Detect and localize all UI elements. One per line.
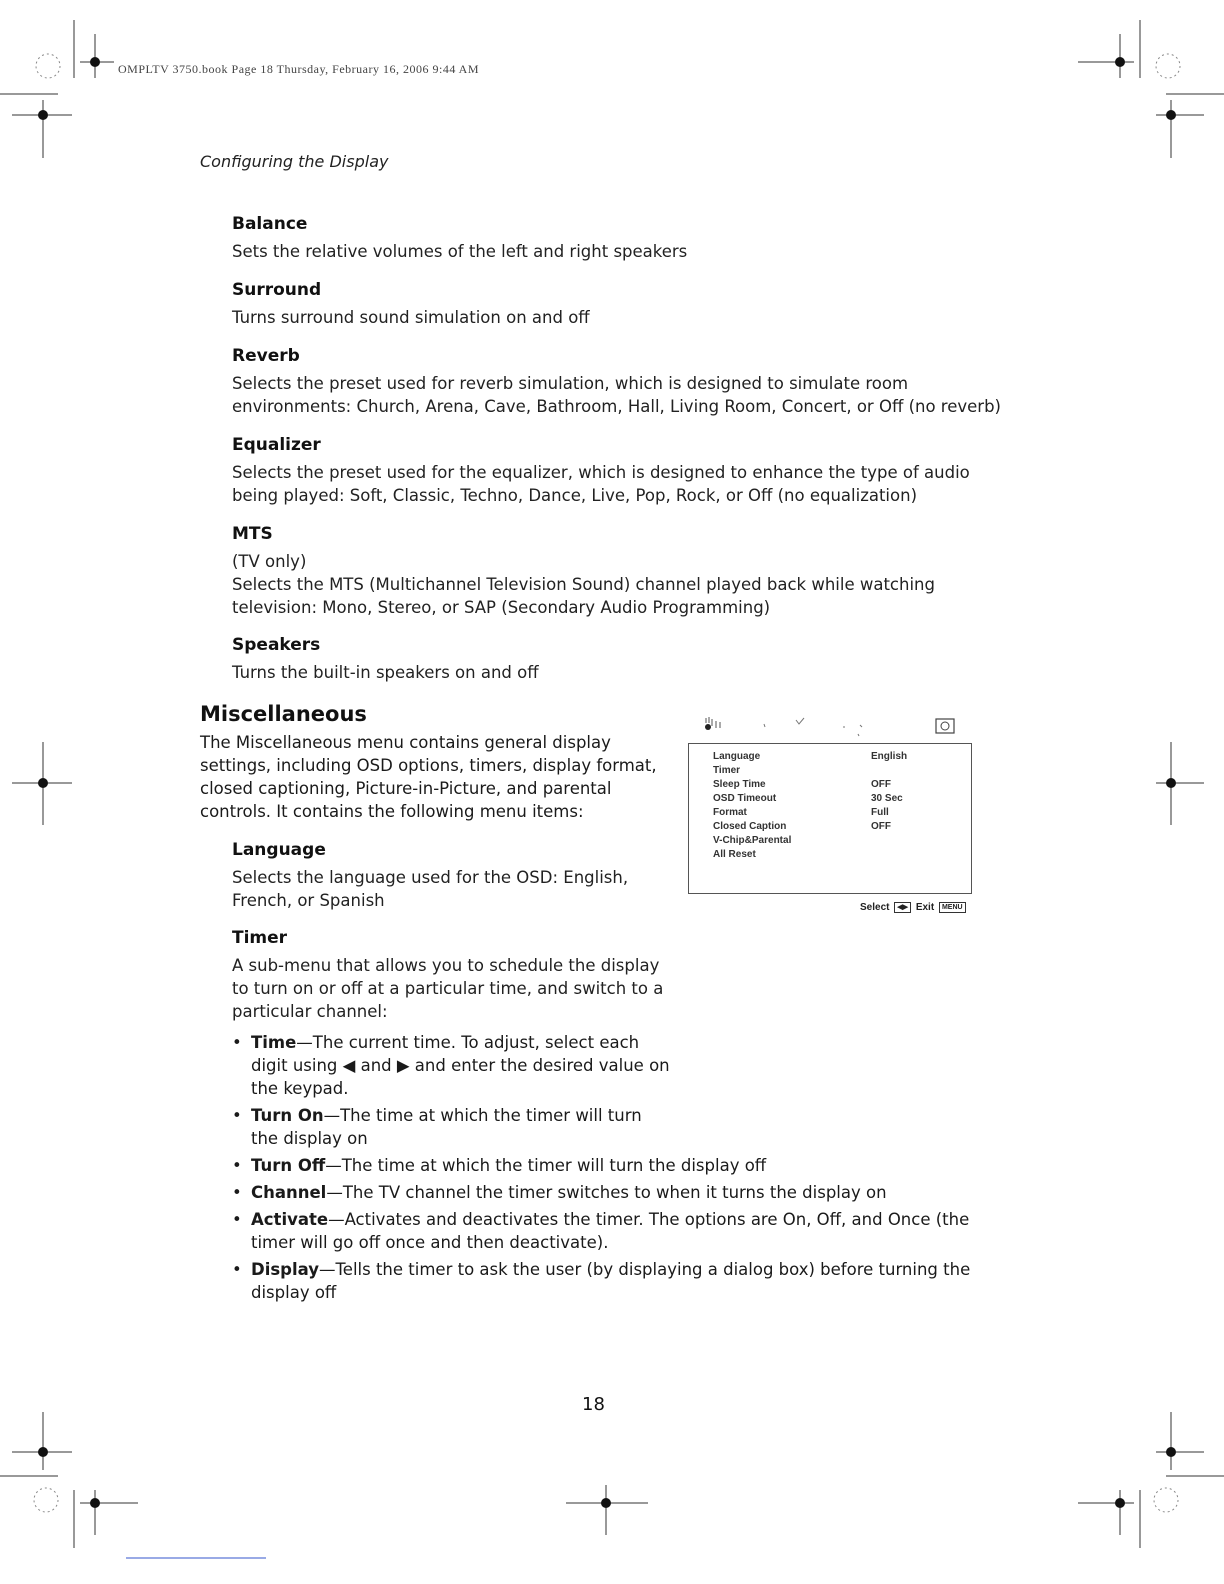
list-item [232, 1104, 992, 1150]
osd-row-label: OSD Timeout [713, 793, 777, 804]
osd-select-label: Select [860, 902, 890, 914]
osd-row-sleep-time [713, 779, 963, 793]
osd-row-language [713, 751, 963, 765]
entry-surround [232, 280, 1002, 329]
osd-exit-label: Exit [915, 902, 935, 914]
bullet-text: —The time at which the timer will turn [323, 1106, 642, 1125]
entry-timer [232, 928, 692, 1023]
misc-menu-icon [936, 712, 937, 713]
bullet-icon: • [232, 1106, 242, 1125]
intro-line: The Miscellaneous menu contains general display [200, 733, 611, 752]
list-item [232, 1181, 992, 1204]
entry-text: Sets the relative volumes of the left and right speakers [232, 242, 688, 261]
entry-speakers [232, 635, 1002, 684]
osd-row-value: English [871, 751, 908, 762]
osd-row-vchip-parental [713, 835, 963, 849]
entry-text: to turn on or off at a particular time, and switch to a [232, 979, 664, 998]
osd-footer [860, 902, 968, 913]
bullet-term: Channel [251, 1183, 327, 1202]
entry-reverb [232, 346, 1002, 418]
entry-text: environments: Church, Arena, Cave, Bathroom, Hall, Living Room, Concert, or Off (no reverb) [232, 397, 1001, 416]
bullet-text: the display on [251, 1129, 368, 1148]
entry-title: Language [232, 840, 326, 860]
entry-equalizer [232, 435, 1002, 507]
bullet-icon: • [232, 1156, 242, 1175]
bullet-text: —The time at which the timer will turn the display off [325, 1156, 767, 1175]
entry-text: particular channel: [232, 1002, 388, 1021]
osd-row-timer [713, 765, 963, 779]
intro-line: closed captioning, Picture-in-Picture, and parental [200, 779, 612, 798]
entry-text: A sub-menu that allows you to schedule the display [232, 956, 660, 975]
entry-title: Speakers [232, 635, 321, 655]
osd-row-osd-timeout [713, 793, 963, 807]
entry-text: being played: Soft, Classic, Techno, Dance, Live, Pop, Rock, or Off (no equalization) [232, 486, 918, 505]
bullet-term: Display [251, 1260, 320, 1279]
osd-row-all-reset [713, 849, 963, 863]
entry-text: Turns surround sound simulation on and off [232, 308, 590, 327]
osd-row-format [713, 807, 963, 821]
bullet-term: Turn On [251, 1106, 324, 1125]
list-item [232, 1031, 992, 1100]
entry-title: MTS [232, 524, 273, 544]
menu-key-icon: MENU [939, 902, 966, 913]
osd-row-label: Format [713, 807, 747, 818]
osd-row-label: Sleep Time [713, 779, 766, 790]
bullet-icon: • [232, 1183, 242, 1202]
entry-language [232, 840, 672, 912]
entry-text: Selects the language used for the OSD: English, [232, 868, 629, 887]
bullet-term: Activate [251, 1210, 329, 1229]
bullet-text: display off [251, 1283, 337, 1302]
entry-title: Reverb [232, 346, 300, 366]
bullet-text: —Tells the timer to ask the user (by displaying a dialog box) before turning the [319, 1260, 971, 1279]
entry-title: Surround [232, 280, 322, 300]
osd-row-label: All Reset [713, 849, 756, 860]
intro-line: settings, including OSD options, timers, display format, [200, 756, 657, 775]
bullet-icon: • [232, 1260, 242, 1279]
bullet-text: the keypad. [251, 1079, 349, 1098]
miscellaneous-intro [200, 731, 660, 823]
osd-row-value: OFF [871, 779, 891, 790]
osd-row-label: Timer [713, 765, 741, 776]
osd-row-label: V-Chip&Parental [713, 835, 792, 846]
entry-text: Selects the preset used for the equalizer, which is designed to enhance the type of audio [232, 463, 970, 482]
arrow-keys-icon: ◀▶ [894, 902, 911, 913]
bullet-text: —The TV channel the timer switches to when it turns the display on [326, 1183, 887, 1202]
entry-balance [232, 214, 1002, 263]
osd-menu-tab-icons [700, 712, 970, 740]
osd-row-closed-caption [713, 821, 963, 835]
bullet-term: Turn Off [251, 1156, 326, 1175]
list-item [232, 1208, 992, 1254]
entry-text: Selects the preset used for reverb simulation, which is designed to simulate room [232, 374, 909, 393]
list-item [232, 1258, 992, 1304]
entry-mts [232, 524, 1002, 619]
bullet-icon: • [232, 1210, 242, 1229]
bullet-icon: • [232, 1033, 242, 1052]
entry-title: Equalizer [232, 435, 321, 455]
entry-text: television: Mono, Stereo, or SAP (Secondary Audio Programming) [232, 598, 771, 617]
osd-row-value: OFF [871, 821, 891, 832]
bullet-text: digit using ◀ and ▶ and enter the desired value on [251, 1056, 670, 1075]
timer-bullet-list [232, 1031, 992, 1308]
bullet-text: —The current time. To adjust, select each [296, 1033, 640, 1052]
bullet-text: timer will go off once and then deactivate). [251, 1233, 609, 1252]
entry-text: Selects the MTS (Multichannel Television Sound) channel played back while watching [232, 575, 935, 594]
entry-title: Timer [232, 928, 288, 948]
miscellaneous-heading: Miscellaneous [200, 702, 367, 726]
osd-row-label: Closed Caption [713, 821, 787, 832]
osd-row-label: Language [713, 751, 761, 762]
section-title: Configuring the Display [200, 152, 389, 171]
list-item [232, 1154, 992, 1177]
bullet-term: Time [251, 1033, 297, 1052]
entry-text: French, or Spanish [232, 891, 385, 910]
entry-text: (TV only) [232, 552, 307, 571]
entry-text: Turns the built-in speakers on and off [232, 663, 539, 682]
osd-row-value: Full [871, 807, 889, 818]
entry-title: Balance [232, 214, 308, 234]
intro-line: controls. It contains the following menu items: [200, 802, 584, 821]
osd-menu-panel [688, 743, 972, 894]
page-number: 18 [582, 1394, 605, 1415]
osd-row-value: 30 Sec [871, 793, 903, 804]
print-slug: OMPLTV 3750.book Page 18 Thursday, February 16, 2006 9:44 AM [118, 62, 479, 76]
bullet-text: —Activates and deactivates the timer. The options are On, Off, and Once (the [328, 1210, 970, 1229]
